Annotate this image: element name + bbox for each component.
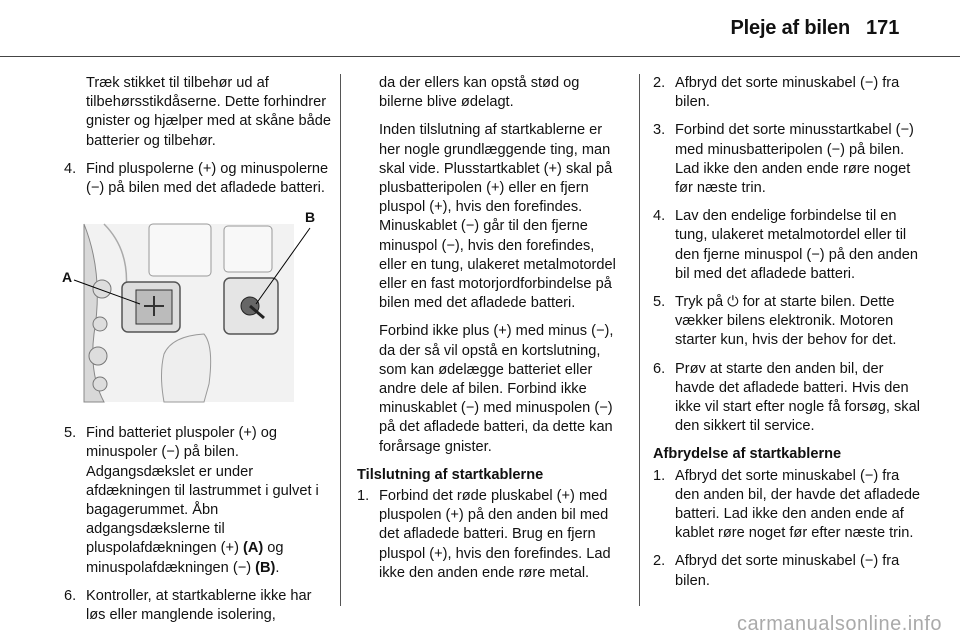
- list-item: [653, 293, 921, 351]
- list-number: 1.: [653, 467, 666, 484]
- list-item: [653, 74, 921, 112]
- list-number: 6.: [653, 360, 666, 377]
- list-number: 5.: [653, 294, 666, 311]
- paragraph: da der ellers kan opstå stød og bilerne blive ødelagt.: [379, 75, 580, 111]
- list-number: 2.: [653, 553, 666, 570]
- list-text: Afbryd det sorte minuskabel (−) fra den anden bil, der havde det afladede batteri. Lad ikke den anden ende af kablet røre noget før efter næste trin.: [675, 467, 921, 542]
- list-text: Forbind det røde pluskabel (+) med pluspolen (+) på den anden bil med det afladede batteri. Brug en fjern pluspol (+), hvis den forefindes. Lad ikke den anden ende røre metal.: [379, 488, 611, 581]
- list-text: Find pluspolerne (+) og minuspolerne (−) på bilen med det afladede batteri.: [86, 160, 329, 197]
- list-item: [357, 487, 625, 583]
- list-text: Find batteriet pluspoler (+) og minuspoler (−) på bilen. Adgangsdækslet er under afdækningen til lastrummet i gulvet i bagagerummet. Åbn adgangsdækslerne til pluspolafdækningen (+) (A) og minuspolafdækningen (−) (B).: [86, 425, 319, 576]
- list-item: [64, 424, 332, 578]
- header-divider: [0, 56, 960, 57]
- paragraph: Inden tilslutning af startkablerne er her nogle grundlæggende ting, man skal vide. Plusstartkablet (+) skal på plusbatteripolen (+) eller en fjern pluspol (+), hvis den forefindes. Minuskablet (−) går til den fjerne minuspol (−), hvis den forefindes, eller en tung, ulakeret metalmotordel eller en fast motorjordforbindelse på bilen med det afladede batteri.: [379, 122, 616, 312]
- list-text: Kontroller, at startkablerne ikke har løs eller manglende isolering,: [86, 587, 312, 624]
- list-number: 3.: [653, 122, 666, 139]
- list-item: [653, 552, 921, 590]
- reference-a: (A): [242, 540, 264, 557]
- list-text: Lav den endelige forbindelse til en tung, ulakeret metalmotordel eller til den fjerne minuspol (−) på den anden bil med det afladede batteri.: [675, 208, 918, 282]
- battery-terminal-figure: [62, 209, 332, 404]
- column-1: [64, 74, 332, 634]
- list-number: 4.: [653, 208, 666, 225]
- list-item: [64, 160, 332, 198]
- list-number: 4.: [64, 160, 77, 177]
- list-item: [653, 467, 921, 544]
- list-text: Prøv at starte den anden bil, der havde det afladede batteri. Hvis den ikke vil start efter nogle få forsøg, skal den sikkert til service.: [675, 360, 920, 435]
- list-number: 6.: [64, 587, 77, 604]
- list-item: [653, 121, 921, 198]
- list-number: 5.: [64, 425, 77, 442]
- column-divider: [340, 74, 341, 606]
- list-item: [653, 207, 921, 284]
- section-heading: Afbrydelse af startkablerne: [653, 446, 842, 463]
- column-3: [653, 74, 921, 600]
- list-text: Afbryd det sorte minuskabel (−) fra bilen.: [675, 553, 900, 589]
- list-text: Afbryd det sorte minuskabel (−) fra bilen.: [675, 75, 900, 111]
- list-number: 2.: [653, 75, 666, 91]
- column-2: [357, 74, 625, 592]
- list-text: Tryk på ⏻ for at starte bilen. Dette vækker bilens elektronik. Motoren starter kun, hvis der behov for det.: [675, 294, 897, 349]
- reference-b: (B): [255, 559, 276, 576]
- column-divider: [639, 74, 640, 606]
- list-item: [653, 360, 921, 437]
- callout-label-a: A: [62, 269, 73, 286]
- watermark: carmanualsonline.info: [736, 613, 942, 635]
- list-item: [64, 587, 332, 625]
- page-number: 171: [866, 17, 900, 39]
- page-title: Pleje af bilen: [730, 17, 850, 39]
- paragraph: Træk stikket til tilbehør ud af tilbehørsstikdåserne. Dette forhindrer gnister og hjælper med at skåne både batterier og tilbehør.: [86, 75, 332, 149]
- list-number: 1.: [357, 488, 370, 505]
- callout-label-b: B: [305, 209, 316, 226]
- paragraph: Forbind ikke plus (+) med minus (−), da der så vil opstå en kortslutning, som kan ødelægge batteriet eller andre dele af bilen. Forbind ikke minuskablet (−) med minuspolen (−) på det afladede batteri, da dette kan forårsage gnister.: [379, 323, 614, 455]
- trunk-floor-illustration: [64, 214, 332, 404]
- section-heading: Tilslutning af startkablerne: [357, 466, 544, 483]
- list-text: Forbind det sorte minusstartkabel (−) med minusbatteripolen (−) på bilen. Lad ikke den anden ende røre noget før næste trin.: [675, 122, 914, 197]
